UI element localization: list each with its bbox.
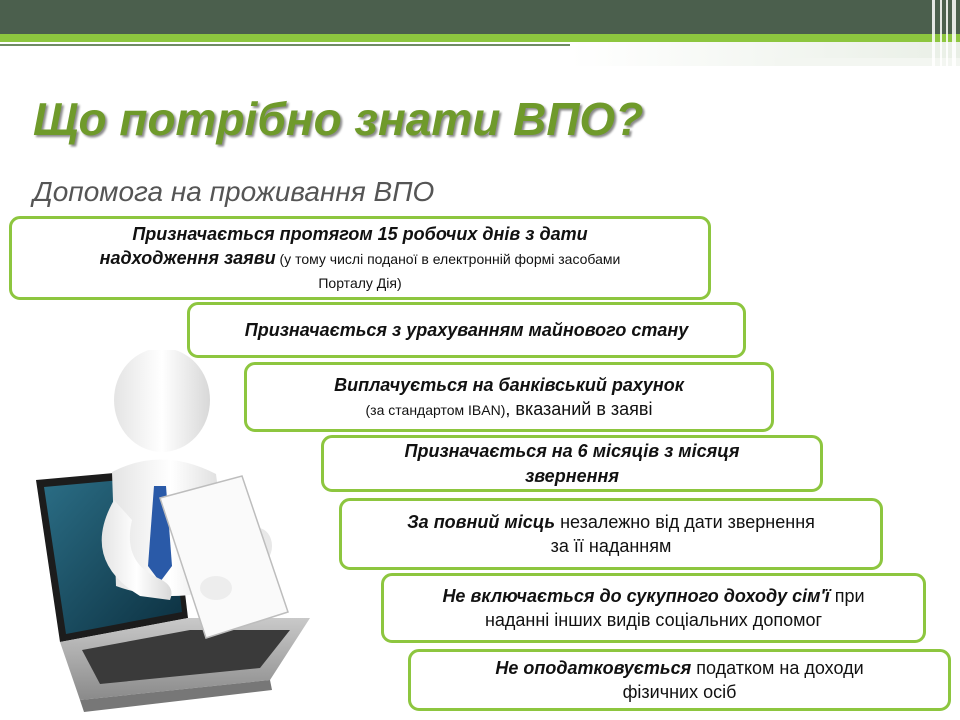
info-box-normal: фізичних осіб xyxy=(622,682,737,702)
info-box-text xyxy=(405,439,740,488)
info-box-small: (за стандартом IBAN) xyxy=(365,402,506,418)
info-box-bold: Призначається протягом 15 робочих днів з дати xyxy=(132,223,588,244)
info-box-bold: За повний місць xyxy=(407,511,556,532)
person-hand xyxy=(200,576,232,600)
info-box-text xyxy=(442,584,864,633)
info-box-small: (у тому числі поданої в електронній формі засобами xyxy=(275,250,621,267)
info-box-family-income xyxy=(381,573,926,643)
header-stripe xyxy=(932,0,935,66)
slide-title: Що потрібно знати ВПО? xyxy=(33,93,644,145)
header-stripe xyxy=(952,0,956,66)
info-box-normal: , вказаний в заяві xyxy=(505,399,653,419)
info-box-six-months xyxy=(321,435,823,492)
person-laptop-illustration xyxy=(20,350,330,720)
info-box-bold: Не оподатковується xyxy=(495,657,692,678)
info-box-small: Порталу Дія) xyxy=(318,275,402,292)
info-box-assignment-term xyxy=(9,216,711,300)
header-stripe xyxy=(946,0,948,66)
info-box-text xyxy=(495,656,863,705)
info-box-bold: звернення xyxy=(525,465,619,486)
info-box-bold: надходження заяви xyxy=(99,247,276,268)
info-box-normal: за її наданням xyxy=(550,536,672,556)
header-accent-line xyxy=(0,34,960,42)
info-box-normal: податком на доходи xyxy=(691,657,864,678)
info-box-normal: при xyxy=(829,585,865,606)
info-box-normal: наданні інших видів соціальних допомог xyxy=(484,610,823,630)
info-box-normal: незалежно від дати звернення xyxy=(555,511,815,532)
info-box-bold: Не включається до сукупного доходу сім'ї xyxy=(442,585,830,606)
slide-subtitle: Допомога на проживання ВПО xyxy=(33,176,435,207)
info-box-text xyxy=(334,373,684,422)
info-box-text xyxy=(100,222,621,295)
info-box-full-month xyxy=(339,498,883,570)
info-box-bold: Виплачується на банківський рахунок xyxy=(334,374,684,395)
info-box-bold: Призначається з урахуванням майнового стану xyxy=(244,319,689,340)
info-box-text xyxy=(407,510,815,559)
info-box-bold: Призначається на 6 місяців з місяця xyxy=(404,441,740,462)
header-stripe xyxy=(940,0,942,66)
info-box-not-taxed xyxy=(408,649,951,711)
header-bar xyxy=(0,0,960,34)
